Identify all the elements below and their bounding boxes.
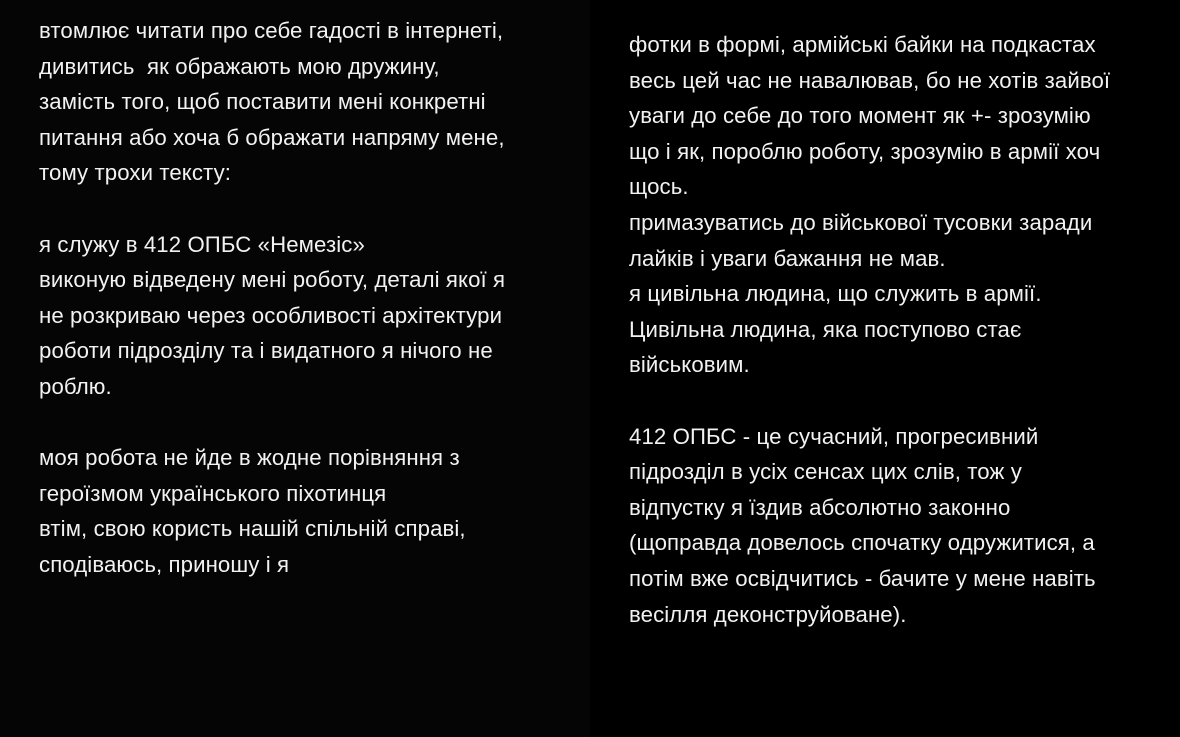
paragraph-gap <box>629 383 1110 419</box>
text-line: 412 ОПБС - це сучасний, прогресивний <box>629 423 1039 449</box>
story-text-left <box>39 13 505 583</box>
text-line: (щоправда довелось спочатку одружитися, а <box>629 530 1095 556</box>
text-line: військовим. <box>629 352 750 378</box>
text-line: я служу в 412 ОПБС «Немезіс» <box>39 231 365 257</box>
text-line: втім, свою користь нашій спільній справі, <box>39 516 466 542</box>
text-line: весь цей час не навалював, бо не хотів зайвої <box>629 67 1111 93</box>
text-line: підрозділ в усіх сенсах цих слів, тож у <box>629 459 1022 485</box>
text-line: дивитись як ображають мою дружину, <box>39 53 440 79</box>
text-line: роблю. <box>39 373 112 399</box>
text-line: що і як, пороблю роботу, зрозумію в армії хоч <box>629 138 1101 164</box>
text-line: примазуватись до військової тусовки заради <box>629 209 1093 235</box>
text-line: тому трохи тексту: <box>39 160 232 186</box>
text-line: я цивільна людина, що служить в армії. <box>629 281 1042 307</box>
text-line: щось. <box>629 174 689 200</box>
text-line: не розкриваю через особливості архітектури <box>39 302 503 328</box>
text-line: замість того, щоб поставити мені конкретні <box>39 89 486 115</box>
text-line: героїзмом українського піхотинця <box>39 480 387 506</box>
text-line: втомлює читати про себе гадості в інтернеті, <box>39 18 504 43</box>
text-line: фотки в формі, армійські байки на подкастах <box>629 32 1096 57</box>
text-line: виконую відведену мені роботу, деталі якої я <box>39 267 506 293</box>
text-line: потім вже освідчитись - бачите у мене навіть <box>629 565 1096 591</box>
cut-off-top-line <box>160 0 430 4</box>
paragraph-gap <box>39 191 505 227</box>
text-line: лайків і уваги бажання не мав. <box>629 245 946 271</box>
text-line: весілля деконструйоване). <box>629 601 907 627</box>
text-line: роботи підрозділу та і видатного я нічого не <box>39 338 493 364</box>
text-line: Цивільна людина, яка поступово стає <box>629 316 1022 342</box>
paragraph-gap <box>39 405 505 441</box>
text-line: сподіваюсь, приношу і я <box>39 551 290 577</box>
text-line: моя робота не йде в жодне порівняння з <box>39 445 460 471</box>
text-line: уваги до себе до того момент як +- зрозумію <box>629 103 1091 129</box>
story-text-right <box>629 27 1110 632</box>
text-line: відпустку я їздив абсолютно законно <box>629 494 1011 520</box>
text-line: питання або хоча б ображати напряму мене, <box>39 124 505 150</box>
